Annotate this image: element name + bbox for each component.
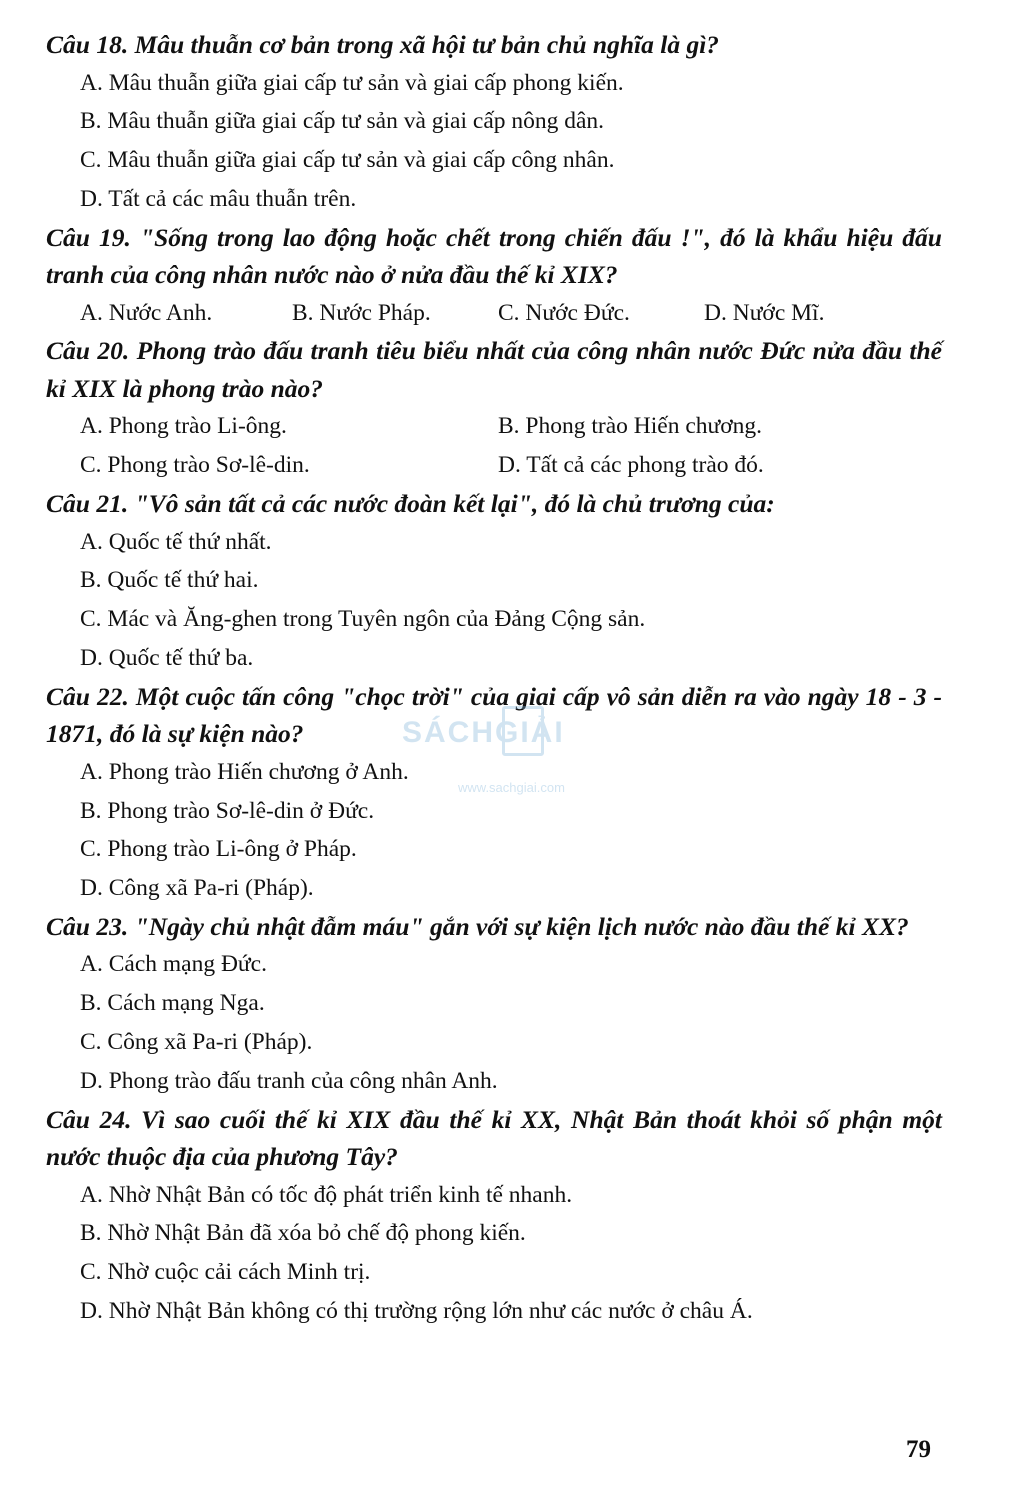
- question-body: "Sống trong lao động hoặc chết trong chiến đấu !", đó là khẩu hiệu đấu tranh của công nhân nước nào ở nửa đầu thế kỉ XIX?: [46, 222, 942, 290]
- option-c: C. Phong trào Li-ông ở Pháp.: [80, 836, 357, 863]
- question-number: Câu 21.: [46, 489, 129, 519]
- question-body: Vì sao cuối thế kỉ XIX đầu thế kỉ XX, Nhật Bản thoát khỏi số phận một nước thuộc địa của phương Tây?: [46, 1104, 943, 1172]
- options-row: [46, 294, 942, 333]
- question-text: [46, 219, 942, 294]
- option-b: B. Nước Pháp.: [292, 299, 431, 326]
- question-22: [46, 678, 942, 908]
- watermark-brand: SÁCHGIẢI: [402, 716, 565, 749]
- option-a: A. Phong trào Hiến chương ở Anh.: [80, 758, 409, 785]
- question-18: [46, 26, 942, 219]
- question-text: [46, 678, 942, 753]
- option-a: A. Nhờ Nhật Bản có tốc độ phát triển kinh tế nhanh.: [80, 1181, 573, 1208]
- question-number: Câu 22.: [46, 681, 129, 711]
- option-c: C. Mác và Ăng-ghen trong Tuyên ngôn của Đảng Cộng sản.: [80, 606, 646, 633]
- question-number: Câu 19.: [46, 222, 131, 252]
- question-body: Phong trào đấu tranh tiêu biểu nhất của công nhân nước Đức nửa đầu thế kỉ XIX là phong trào nào?: [46, 336, 942, 403]
- page-number: 79: [906, 1436, 931, 1463]
- options-grid: [46, 407, 942, 485]
- question-23: [46, 908, 942, 1101]
- option-d: D. Tất cả các mâu thuẫn trên.: [80, 185, 357, 212]
- option-b: B. Quốc tế thứ hai.: [80, 567, 259, 594]
- question-text: [46, 332, 942, 407]
- question-24: [46, 1101, 942, 1331]
- option-c: C. Nước Đức.: [498, 299, 630, 326]
- option-d: D. Tất cả các phong trào đó.: [498, 452, 764, 479]
- watermark-url: www.sachgiai.com: [458, 780, 565, 795]
- option-b: B. Nhờ Nhật Bản đã xóa bỏ chế độ phong kiến.: [80, 1220, 526, 1247]
- option-a: A. Phong trào Li-ông.: [80, 413, 287, 440]
- option-a: A. Mâu thuẫn giữa giai cấp tư sản và giai cấp phong kiến.: [80, 69, 624, 96]
- question-body: Một cuộc tấn công "chọc trời" của giai cấp vô sản diễn ra vào ngày 18 - 3 - 1871, đó là sự kiện nào?: [46, 681, 942, 749]
- option-c: C. Nhờ cuộc cải cách Minh trị.: [80, 1259, 371, 1286]
- question-body: "Ngày chủ nhật đẫm máu" gắn với sự kiện lịch nước nào đầu thế kỉ XX?: [134, 911, 909, 941]
- option-a: A. Quốc tế thứ nhất.: [80, 528, 272, 555]
- question-text: [46, 908, 942, 946]
- option-c: C. Công xã Pa-ri (Pháp).: [80, 1029, 313, 1056]
- option-b: B. Phong trào Hiến chương.: [498, 413, 763, 440]
- question-text: [46, 1101, 942, 1176]
- option-a: A. Cách mạng Đức.: [80, 951, 267, 978]
- question-body: "Vô sản tất cả các nước đoàn kết lại", đó là chủ trương của:: [134, 489, 775, 519]
- option-d: D. Phong trào đấu tranh của công nhân Anh.: [80, 1067, 498, 1094]
- question-body: Mâu thuẫn cơ bản trong xã hội tư bản chủ nghĩa là gì?: [134, 30, 720, 59]
- question-21: [46, 485, 942, 678]
- option-d: D. Công xã Pa-ri (Pháp).: [80, 875, 314, 902]
- option-a: A. Nước Anh.: [80, 299, 213, 326]
- options-list: [46, 523, 942, 678]
- question-number: Câu 23.: [46, 911, 129, 941]
- option-d: D. Nước Mĩ.: [704, 299, 825, 326]
- option-b: B. Cách mạng Nga.: [80, 990, 265, 1017]
- question-text: [46, 26, 942, 64]
- options-list: [46, 753, 942, 908]
- options-list: [46, 64, 942, 219]
- option-d: D. Quốc tế thứ ba.: [80, 644, 254, 671]
- option-b: B. Phong trào Sơ-lê-din ở Đức.: [80, 797, 375, 824]
- option-c: C. Phong trào Sơ-lê-din.: [80, 452, 310, 479]
- question-20: [46, 332, 942, 485]
- document-page: [46, 26, 942, 1331]
- options-list: [46, 945, 942, 1100]
- question-number: Câu 20.: [46, 336, 130, 366]
- question-number: Câu 24.: [46, 1104, 132, 1134]
- question-19: [46, 219, 942, 333]
- options-list: [46, 1176, 942, 1331]
- question-text: [46, 485, 942, 523]
- option-b: B. Mâu thuẫn giữa giai cấp tư sản và giai cấp nông dân.: [80, 108, 605, 135]
- option-d: D. Nhờ Nhật Bản không có thị trường rộng lớn như các nước ở châu Á.: [80, 1298, 753, 1325]
- question-number: Câu 18.: [46, 30, 129, 59]
- option-c: C. Mâu thuẫn giữa giai cấp tư sản và giai cấp công nhân.: [80, 147, 615, 174]
